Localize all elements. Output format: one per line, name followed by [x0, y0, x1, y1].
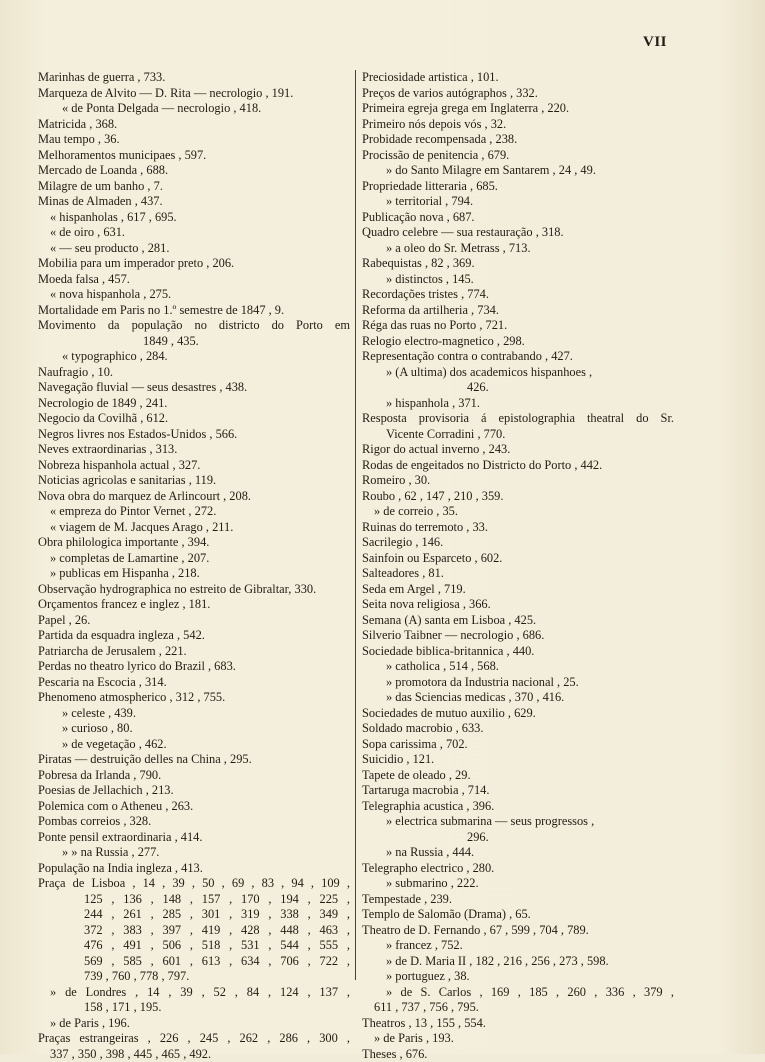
index-entry: Navegação fluvial — seus desastres , 438. [38, 380, 350, 396]
index-entry: Negocio da Covilhã , 612. [38, 411, 350, 427]
index-entry: Reforma da artilheria , 734. [362, 303, 674, 319]
index-entry: Soldado macrobio , 633. [362, 721, 674, 737]
index-entry: Patriarcha de Jerusalem , 221. [38, 644, 350, 660]
index-entry: Moeda falsa , 457. [38, 272, 350, 288]
index-entry: Representação contra o contrabando , 427. [362, 349, 674, 365]
index-entry: Propriedade litteraria , 685. [362, 179, 674, 195]
index-entry: 372 , 383 , 397 , 419 , 428 , 448 , 463 , [38, 923, 350, 939]
index-entry: 1849 , 435. [38, 334, 350, 350]
index-entry: » das Sciencias medicas , 370 , 416. [362, 690, 674, 706]
index-entry: Mortalidade em Paris no 1.º semestre de 1847 , 9. [38, 303, 350, 319]
index-entry: Seda em Argel , 719. [362, 582, 674, 598]
index-entry: » submarino , 222. [362, 876, 674, 892]
index-entry: Papel , 26. [38, 613, 350, 629]
index-entry: Romeiro , 30. [362, 473, 674, 489]
index-entry: « de Ponta Delgada — necrologio , 418. [38, 101, 350, 117]
index-entry: » francez , 752. [362, 938, 674, 954]
index-entry: « hispanholas , 617 , 695. [38, 210, 350, 226]
index-entry: « nova hispanhola , 275. [38, 287, 350, 303]
index-entry: 125 , 136 , 148 , 157 , 170 , 194 , 225 , [38, 892, 350, 908]
index-entry: » publicas em Hispanha , 218. [38, 566, 350, 582]
index-entry: » territorial , 794. [362, 194, 674, 210]
index-entry: Obra philologica importante , 394. [38, 535, 350, 551]
index-entry: Nova obra do marquez de Arlincourt , 208. [38, 489, 350, 505]
index-entry: Primeiro nós depois vós , 32. [362, 117, 674, 133]
index-entry: Theatros , 13 , 155 , 554. [362, 1016, 674, 1032]
index-entry: Ponte pensil extraordinaria , 414. [38, 830, 350, 846]
index-entry: Pobresa da Irlanda , 790. [38, 768, 350, 784]
index-entry: Necrologio de 1849 , 241. [38, 396, 350, 412]
index-entry: Orçamentos francez e inglez , 181. [38, 597, 350, 613]
index-entry: Mau tempo , 36. [38, 132, 350, 148]
index-entry: » na Russia , 444. [362, 845, 674, 861]
index-entry: Matricida , 368. [38, 117, 350, 133]
index-entry: Theses , 676. [362, 1047, 674, 1062]
index-entry: Templo de Salomão (Drama) , 65. [362, 907, 674, 923]
index-entry: Silverio Taibner — necrologio , 686. [362, 628, 674, 644]
index-entry: Relogio electro-magnetico , 298. [362, 334, 674, 350]
index-entry: » de S. Carlos , 169 , 185 , 260 , 336 , 379 , [362, 985, 674, 1001]
index-entry: Procissão de penitencia , 679. [362, 148, 674, 164]
index-entry: » portuguez , 38. [362, 969, 674, 985]
index-entry: Sociedade biblica-britannica , 440. [362, 644, 674, 660]
index-entry: « de oiro , 631. [38, 225, 350, 241]
index-entry: Publicação nova , 687. [362, 210, 674, 226]
index-entry: Pescaria na Escocia , 314. [38, 675, 350, 691]
index-entry: Quadro celebre — sua restauração , 318. [362, 225, 674, 241]
index-entry: Ruinas do terremoto , 33. [362, 520, 674, 536]
index-entry: 476 , 491 , 506 , 518 , 531 , 544 , 555 , [38, 938, 350, 954]
index-entry: » completas de Lamartine , 207. [38, 551, 350, 567]
index-entry: Seita nova religiosa , 366. [362, 597, 674, 613]
column-divider [355, 70, 356, 980]
index-entry: Rodas de engeitados no Districto do Porto , 442. [362, 458, 674, 474]
index-entry: « empreza do Pintor Vernet , 272. [38, 504, 350, 520]
index-entry: Telegrapho electrico , 280. [362, 861, 674, 877]
index-entry: » » na Russia , 277. [38, 845, 350, 861]
index-entry: População na India ingleza , 413. [38, 861, 350, 877]
index-entry: » de correio , 35. [362, 504, 674, 520]
index-entry: Sociedades de mutuo auxilio , 629. [362, 706, 674, 722]
index-entry: Pombas correios , 328. [38, 814, 350, 830]
index-entry: Piratas — destruição delles na China , 295. [38, 752, 350, 768]
index-entry: » de vegetação , 462. [38, 737, 350, 753]
index-entry: Marqueza de Alvito — D. Rita — necrologio , 191. [38, 86, 350, 102]
index-entry: Theatro de D. Fernando , 67 , 599 , 704 , 789. [362, 923, 674, 939]
index-entry: » hispanhola , 371. [362, 396, 674, 412]
index-entry: Nobreza hispanhola actual , 327. [38, 458, 350, 474]
index-entry: Rigor do actual inverno , 243. [362, 442, 674, 458]
index-entry: Tartaruga macrobia , 714. [362, 783, 674, 799]
index-entry: Polemica com o Atheneu , 263. [38, 799, 350, 815]
index-entry: Resposta provisoria á epistolographia theatral do Sr. [362, 411, 674, 427]
index-entry: « viagem de M. Jacques Arago , 211. [38, 520, 350, 536]
index-entry: 611 , 737 , 756 , 795. [362, 1000, 674, 1016]
index-entry: Probidade recompensada , 238. [362, 132, 674, 148]
index-entry: Preços de varios autógraphos , 332. [362, 86, 674, 102]
index-entry: Sopa carissima , 702. [362, 737, 674, 753]
index-entry: Neves extraordinarias , 313. [38, 442, 350, 458]
index-column-left [38, 70, 350, 1062]
index-entry: Praças estrangeiras , 226 , 245 , 262 , 286 , 300 , [38, 1031, 350, 1047]
index-entry: » de Paris , 196. [38, 1016, 350, 1032]
index-entry: Suicidio , 121. [362, 752, 674, 768]
index-entry: Marinhas de guerra , 733. [38, 70, 350, 86]
index-entry: 337 , 350 , 398 , 445 , 465 , 492. [38, 1047, 350, 1062]
index-entry: Rabequistas , 82 , 369. [362, 256, 674, 272]
index-entry: Mercado de Loanda , 688. [38, 163, 350, 179]
index-entry: Negros livres nos Estados-Unidos , 566. [38, 427, 350, 443]
index-column-right [362, 70, 674, 1062]
index-entry: 296. [362, 830, 674, 846]
index-entry: 739 , 760 , 778 , 797. [38, 969, 350, 985]
index-entry: Praça de Lisboa , 14 , 39 , 50 , 69 , 83 , 94 , 109 , [38, 876, 350, 892]
index-entry: » de D. Maria II , 182 , 216 , 256 , 273 , 598. [362, 954, 674, 970]
index-entry: Mobilia para um imperador preto , 206. [38, 256, 350, 272]
index-entry: » do Santo Milagre em Santarem , 24 , 49. [362, 163, 674, 179]
index-entry: Tempestade , 239. [362, 892, 674, 908]
index-entry: Noticias agricolas e sanitarias , 119. [38, 473, 350, 489]
index-entry: 426. [362, 380, 674, 396]
index-entry: Melhoramentos municipaes , 597. [38, 148, 350, 164]
index-entry: Sacrilegio , 146. [362, 535, 674, 551]
index-entry: » promotora da Industria nacional , 25. [362, 675, 674, 691]
index-entry: » distinctos , 145. [362, 272, 674, 288]
index-entry: Semana (A) santa em Lisboa , 425. [362, 613, 674, 629]
index-entry: » (A ultima) dos academicos hispanhoes , [362, 365, 674, 381]
index-entry: » de Paris , 193. [362, 1031, 674, 1047]
index-entry: » curioso , 80. [38, 721, 350, 737]
index-entry: Phenomeno atmospherico , 312 , 755. [38, 690, 350, 706]
index-entry: Recordações tristes , 774. [362, 287, 674, 303]
index-entry: 244 , 261 , 285 , 301 , 319 , 338 , 349 , [38, 907, 350, 923]
index-entry: Salteadores , 81. [362, 566, 674, 582]
index-entry: « — seu producto , 281. [38, 241, 350, 257]
index-entry: » catholica , 514 , 568. [362, 659, 674, 675]
index-entry: Naufragio , 10. [38, 365, 350, 381]
page-number: VII [643, 34, 667, 51]
index-entry: Vicente Corradini , 770. [362, 427, 674, 443]
index-entry: Observação hydrographica no estreito de Gibraltar, 330. [38, 582, 350, 598]
index-entry: » a oleo do Sr. Metrass , 713. [362, 241, 674, 257]
index-entry: Sainfoin ou Esparceto , 602. [362, 551, 674, 567]
index-entry: 158 , 171 , 195. [38, 1000, 350, 1016]
index-entry: » celeste , 439. [38, 706, 350, 722]
index-entry: Perdas no theatro lyrico do Brazil , 683. [38, 659, 350, 675]
index-entry: Primeira egreja grega em Inglaterra , 220. [362, 101, 674, 117]
index-entry: » de Londres , 14 , 39 , 52 , 84 , 124 , 137 , [38, 985, 350, 1001]
index-entry: Réga das ruas no Porto , 721. [362, 318, 674, 334]
index-entry: Tapete de oleado , 29. [362, 768, 674, 784]
index-entry: 569 , 585 , 601 , 613 , 634 , 706 , 722 , [38, 954, 350, 970]
index-entry: Milagre de um banho , 7. [38, 179, 350, 195]
index-entry: Poesias de Jellachich , 213. [38, 783, 350, 799]
index-entry: Partida da esquadra ingleza , 542. [38, 628, 350, 644]
index-entry: Telegraphia acustica , 396. [362, 799, 674, 815]
index-entry: Preciosidade artistica , 101. [362, 70, 674, 86]
index-entry: » electrica submarina — seus progressos , [362, 814, 674, 830]
index-entry: Roubo , 62 , 147 , 210 , 359. [362, 489, 674, 505]
index-entry: « typographico , 284. [38, 349, 350, 365]
index-entry: Minas de Almaden , 437. [38, 194, 350, 210]
index-entry: Movimento da população no districto do Porto em [38, 318, 350, 334]
